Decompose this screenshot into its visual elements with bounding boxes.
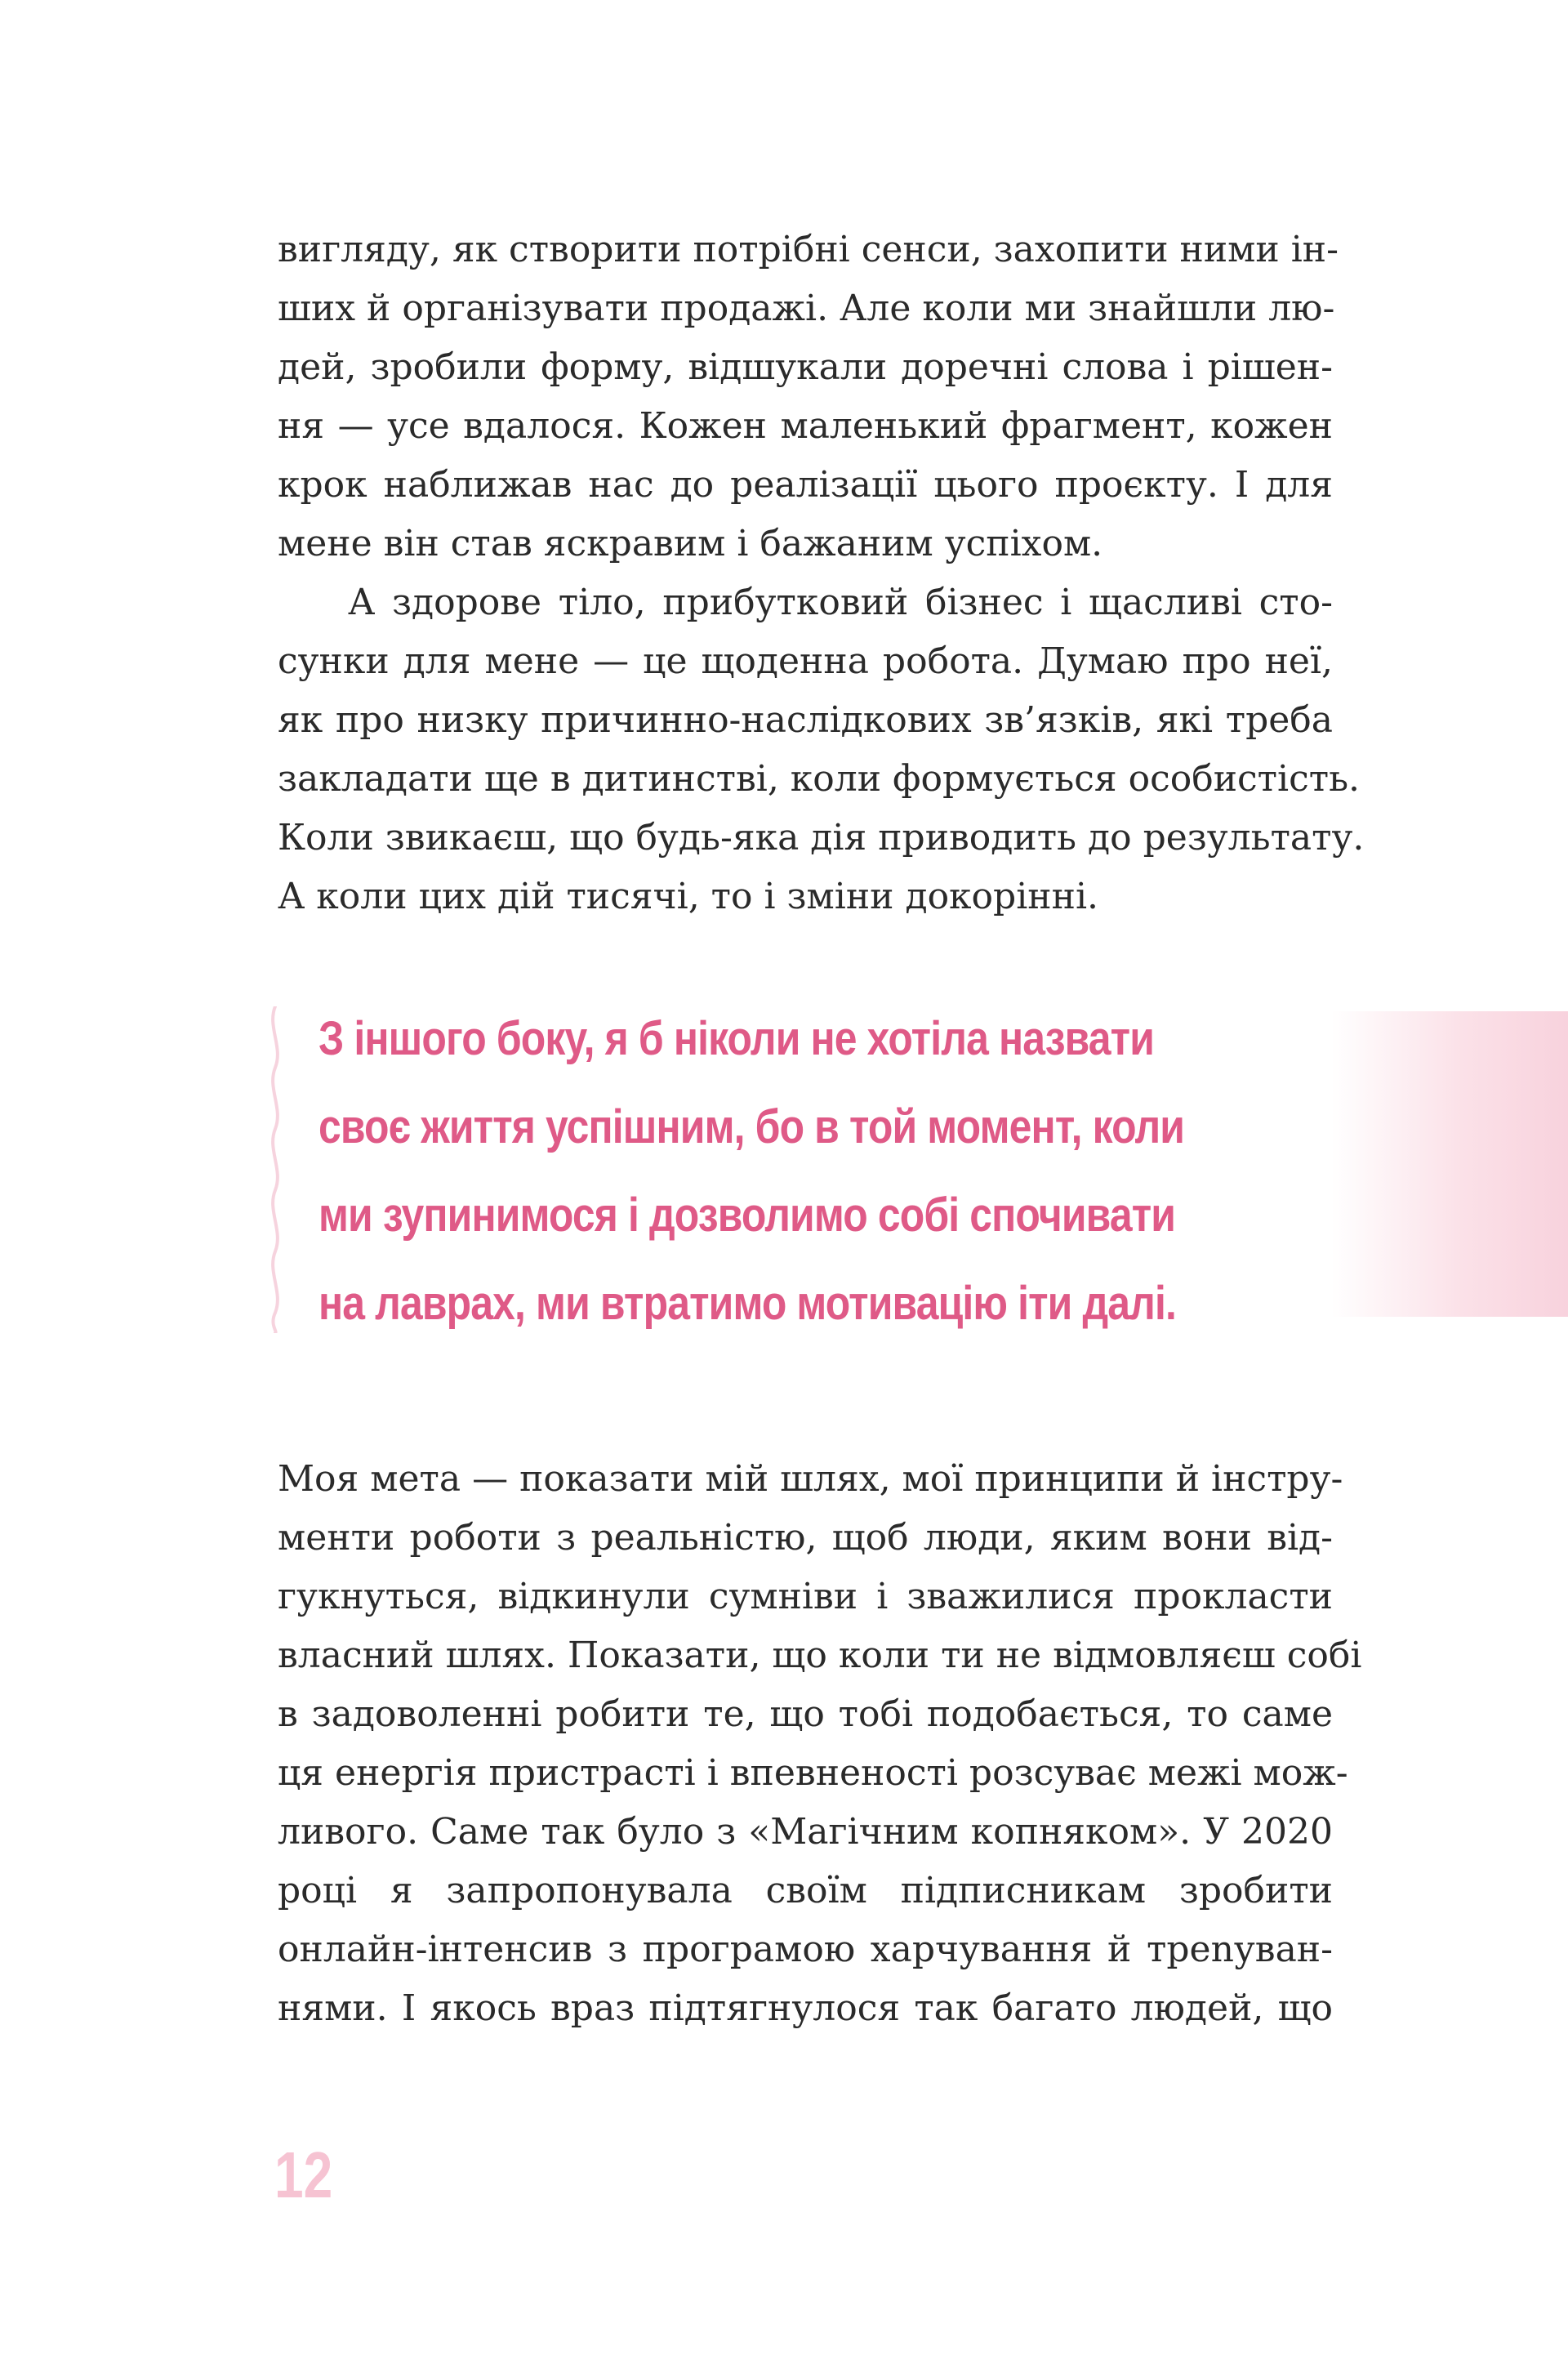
paragraph-my-goal bbox=[278, 1450, 1362, 2038]
text-line: гукнуться, відкинули сумніви і зважилися прокласти bbox=[278, 1576, 1333, 1617]
text-line: сунки для мене — це щоденна робота. Думаю про неї, bbox=[278, 640, 1333, 682]
text-line: менти роботи з реальністю, щоб люди, яким вони від- bbox=[278, 1517, 1333, 1559]
text-line: вигляду, як створити потрібні сенси, захопити ними ін- bbox=[278, 229, 1339, 270]
text-line: в задоволенні робити те, що тобі подобається, то саме bbox=[278, 1693, 1333, 1735]
quote-line: своє життя успішним, бо в той момент, коли bbox=[318, 1100, 1185, 1153]
text-line: як про низку причинно-наслідкових зв’язків, які треба bbox=[278, 699, 1333, 741]
text-line: нями. І якось враз підтягнулося так багато людей, що bbox=[278, 1987, 1333, 2029]
quote-line: ми зупинимося і дозволимо собі спочивати bbox=[318, 1189, 1176, 1242]
text-line: ших й організувати продажі. Але коли ми знайшли лю- bbox=[278, 288, 1335, 329]
text-line: ця енергія пристрасті і впевненості розсуває межі мож- bbox=[278, 1752, 1348, 1794]
text-line: Коли звикаєш, що будь-яка дія приводить до результату. bbox=[278, 817, 1365, 859]
text-line: крок наближав нас до реалізації цього проєкту. І для bbox=[278, 464, 1333, 506]
text-line: році я запропонувала своїм підписникам зробити bbox=[278, 1870, 1333, 1911]
text-line: ливого. Саме так було з «Магічним копняком». У 2020 bbox=[278, 1811, 1333, 1853]
text-line: мене він став яскравим і бажаним успіхом. bbox=[278, 523, 1103, 564]
text-line: онлайн-інтенсив з програмою харчування й трenуван- bbox=[278, 1929, 1333, 1970]
pull-quote bbox=[318, 995, 1189, 1348]
text-line: А здорове тіло, прибутковий бізнес і щасливі сто- bbox=[348, 582, 1333, 623]
quote-line: З іншого боку, я б ніколи не хотіла назвати bbox=[318, 1012, 1155, 1065]
paragraph-healthy-body bbox=[278, 573, 1365, 926]
text-line: Моя мета — показати мій шлях, мої принципи й інстру- bbox=[278, 1458, 1343, 1500]
quote-line: на лаврах, ми втратимо мотивацію іти далі. bbox=[318, 1277, 1176, 1330]
page-number: 12 bbox=[274, 2139, 333, 2211]
paragraph-continued bbox=[278, 221, 1339, 573]
quote-wave-ornament bbox=[263, 1006, 287, 1333]
quote-decorative-band bbox=[1331, 1011, 1568, 1317]
text-line: закладати ще в дитинстві, коли формується особистість. bbox=[278, 758, 1361, 800]
text-line: А коли цих дій тисячі, то і зміни докорінні. bbox=[278, 876, 1098, 917]
text-line: дей, зробили форму, відшукали доречні слова і рішен- bbox=[278, 346, 1333, 388]
text-line: ня — усе вдалося. Кожен маленький фрагмент, кожен bbox=[278, 405, 1333, 447]
text-line: власний шлях. Показати, що коли ти не відмовляєш собі bbox=[278, 1635, 1362, 1676]
